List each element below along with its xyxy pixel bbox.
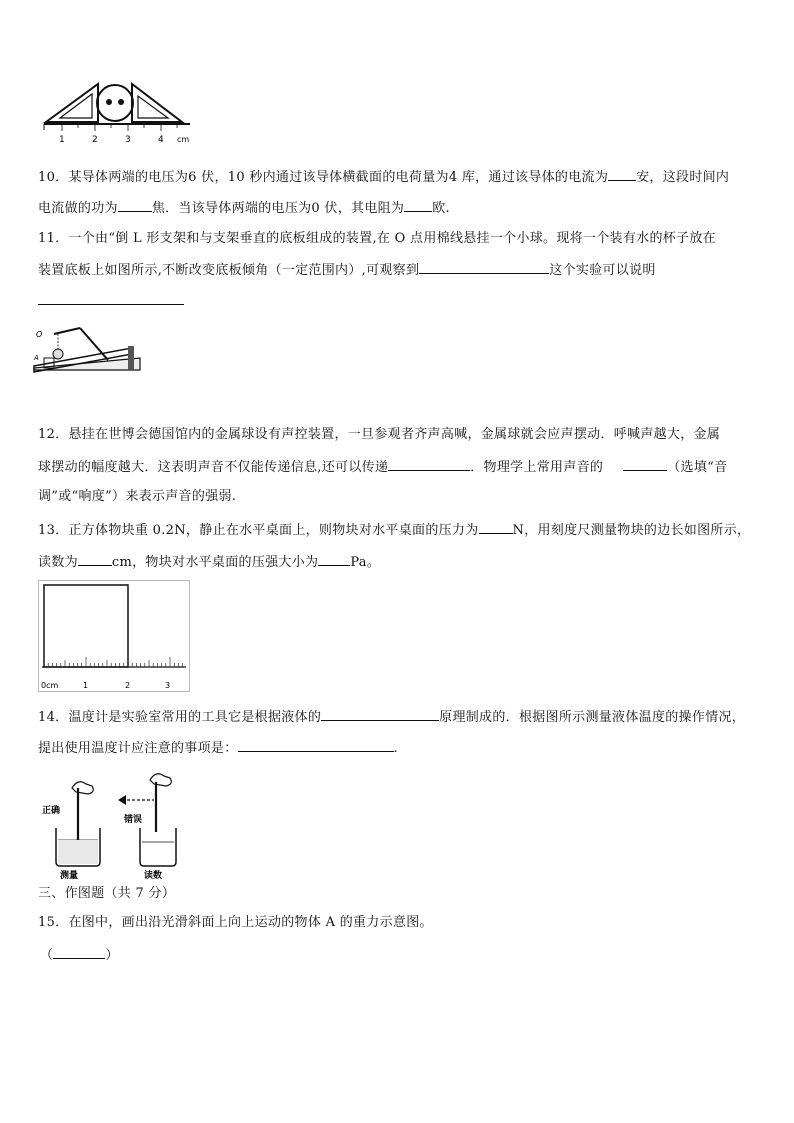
q12-line3 <box>38 487 236 507</box>
q10-text-c: 电流做的功为 <box>38 201 118 216</box>
q11-text-b: 装置底板上如图所示,不断改变底板倾角（一定范围内）,可观察到 <box>38 263 420 278</box>
q13-text-c: 读数为 <box>38 555 78 570</box>
q15-answer-line <box>40 944 119 966</box>
q14-text-a: 14．温度计是实验室常用的工具它是根据液体的 <box>38 710 322 725</box>
block-ruler-tick-3: 3 <box>165 681 171 690</box>
q12-text-e: 调”或“响度”）来表示声音的强弱. <box>38 489 237 504</box>
q14-text-b: 原理制成的．根据图所示测量液体温度的操作情况， <box>439 710 746 725</box>
q12-text-a: 12．悬挂在世博会德国馆内的金属球设有声控装置，一旦参观者齐声高喊，金属球就会应声摆动．呼喊声越大，金属 <box>38 427 721 442</box>
caption-measure: 测量 <box>60 871 79 880</box>
q14-line1 <box>38 706 745 728</box>
q10-blank-resistance[interactable] <box>404 197 432 212</box>
q12-line2 <box>38 456 727 478</box>
thermometer-figure <box>38 768 188 880</box>
q12-blank-energy[interactable] <box>388 456 470 471</box>
label-correct: 正确 <box>42 806 61 816</box>
q11-blank-observe[interactable] <box>419 259 549 274</box>
point-o-label: O <box>36 330 43 339</box>
point-a-label: A <box>34 354 39 362</box>
q11-line2 <box>38 259 656 281</box>
q15-line1 <box>38 913 433 933</box>
q14-blank-principle[interactable] <box>321 706 439 721</box>
q13-text-a: 13．正方体物块重 0.2N，静止在水平桌面上，则物块对水平桌面的压力为 <box>38 523 479 538</box>
ruler-tick-2: 2 <box>92 135 98 145</box>
q11-text-a: 11．一个由“倒 L 形支架和与支架垂直的底板组成的装置,在 O 点用棉线悬挂一个小球。现将一个装有水的杯子放在 <box>38 231 716 246</box>
q14-line2 <box>38 737 398 759</box>
pendulum-incline-figure <box>32 320 144 376</box>
block-ruler-tick-2: 2 <box>125 681 131 690</box>
q14-blank-notice[interactable] <box>238 737 394 752</box>
q15-blank-answer[interactable] <box>53 944 105 959</box>
q10-line1 <box>38 166 729 188</box>
q12-text-d: （选填“音 <box>667 460 728 475</box>
q10-text-a: 10．某导体两端的电压为6 伏，10 秒内通过该导体横截面的电荷量为4 库，通过该导体的电流为 <box>38 170 609 185</box>
q10-line2 <box>38 197 450 219</box>
q10-text-d: 焦．当该导体两端的电压为0 伏，其电阻为 <box>151 201 405 216</box>
q12-text-b: 球摆动的幅度越大．这表明声音不仅能传递信息,还可以传递 <box>38 460 389 475</box>
block-ruler-tick-0: 0cm <box>41 681 59 690</box>
ruler-triangle-figure <box>40 78 200 150</box>
block-ruler-tick-1: 1 <box>83 681 89 690</box>
q10-blank-current[interactable] <box>608 166 636 181</box>
q11-blank-explain[interactable] <box>38 290 184 305</box>
q15-text: 15．在图中，画出沿光滑斜面上向上运动的物体 A 的重力示意图。 <box>38 915 433 930</box>
q10-text-e: 欧. <box>432 201 450 216</box>
q13-text-e: Pa。 <box>350 555 381 570</box>
q13-text-b: N，用刻度尺测量物块的边长如图所示， <box>512 523 751 538</box>
ruler-tick-4: 4 <box>158 135 164 145</box>
q13-line2 <box>38 551 380 573</box>
q13-line1 <box>38 519 750 541</box>
q13-blank-length[interactable] <box>78 551 112 566</box>
section-3-title <box>38 884 175 904</box>
ruler-tick-3: 3 <box>125 135 131 145</box>
q15-paren-close: ） <box>105 948 119 963</box>
q14-text-d: . <box>393 741 398 756</box>
q11-text-c: 这个实验可以说明 <box>549 263 656 278</box>
ruler-tick-1: 1 <box>59 135 65 145</box>
section-3-title-text: 三、作图题（共 7 分） <box>38 886 176 901</box>
ruler-tick-cm: cm <box>177 135 190 144</box>
block-ruler-figure <box>38 580 190 692</box>
label-wrong: 错误 <box>124 815 143 825</box>
q15-paren-open: （ <box>40 948 54 963</box>
q11-line1 <box>38 229 716 249</box>
q10-blank-work[interactable] <box>118 197 152 212</box>
caption-read: 读数 <box>144 871 163 880</box>
q12-blank-property[interactable] <box>623 456 667 471</box>
q10-text-b: 安，这段时间内 <box>636 170 730 185</box>
q13-blank-pressure[interactable] <box>318 551 350 566</box>
q14-text-c: 提出使用温度计应注意的事项是： <box>38 741 238 756</box>
q12-text-c: ．物理学上常用声音的 <box>470 460 604 475</box>
q13-text-d: cm，物块对水平桌面的压强大小为 <box>111 555 319 570</box>
q13-blank-force[interactable] <box>479 519 513 534</box>
q12-line1 <box>38 425 720 445</box>
